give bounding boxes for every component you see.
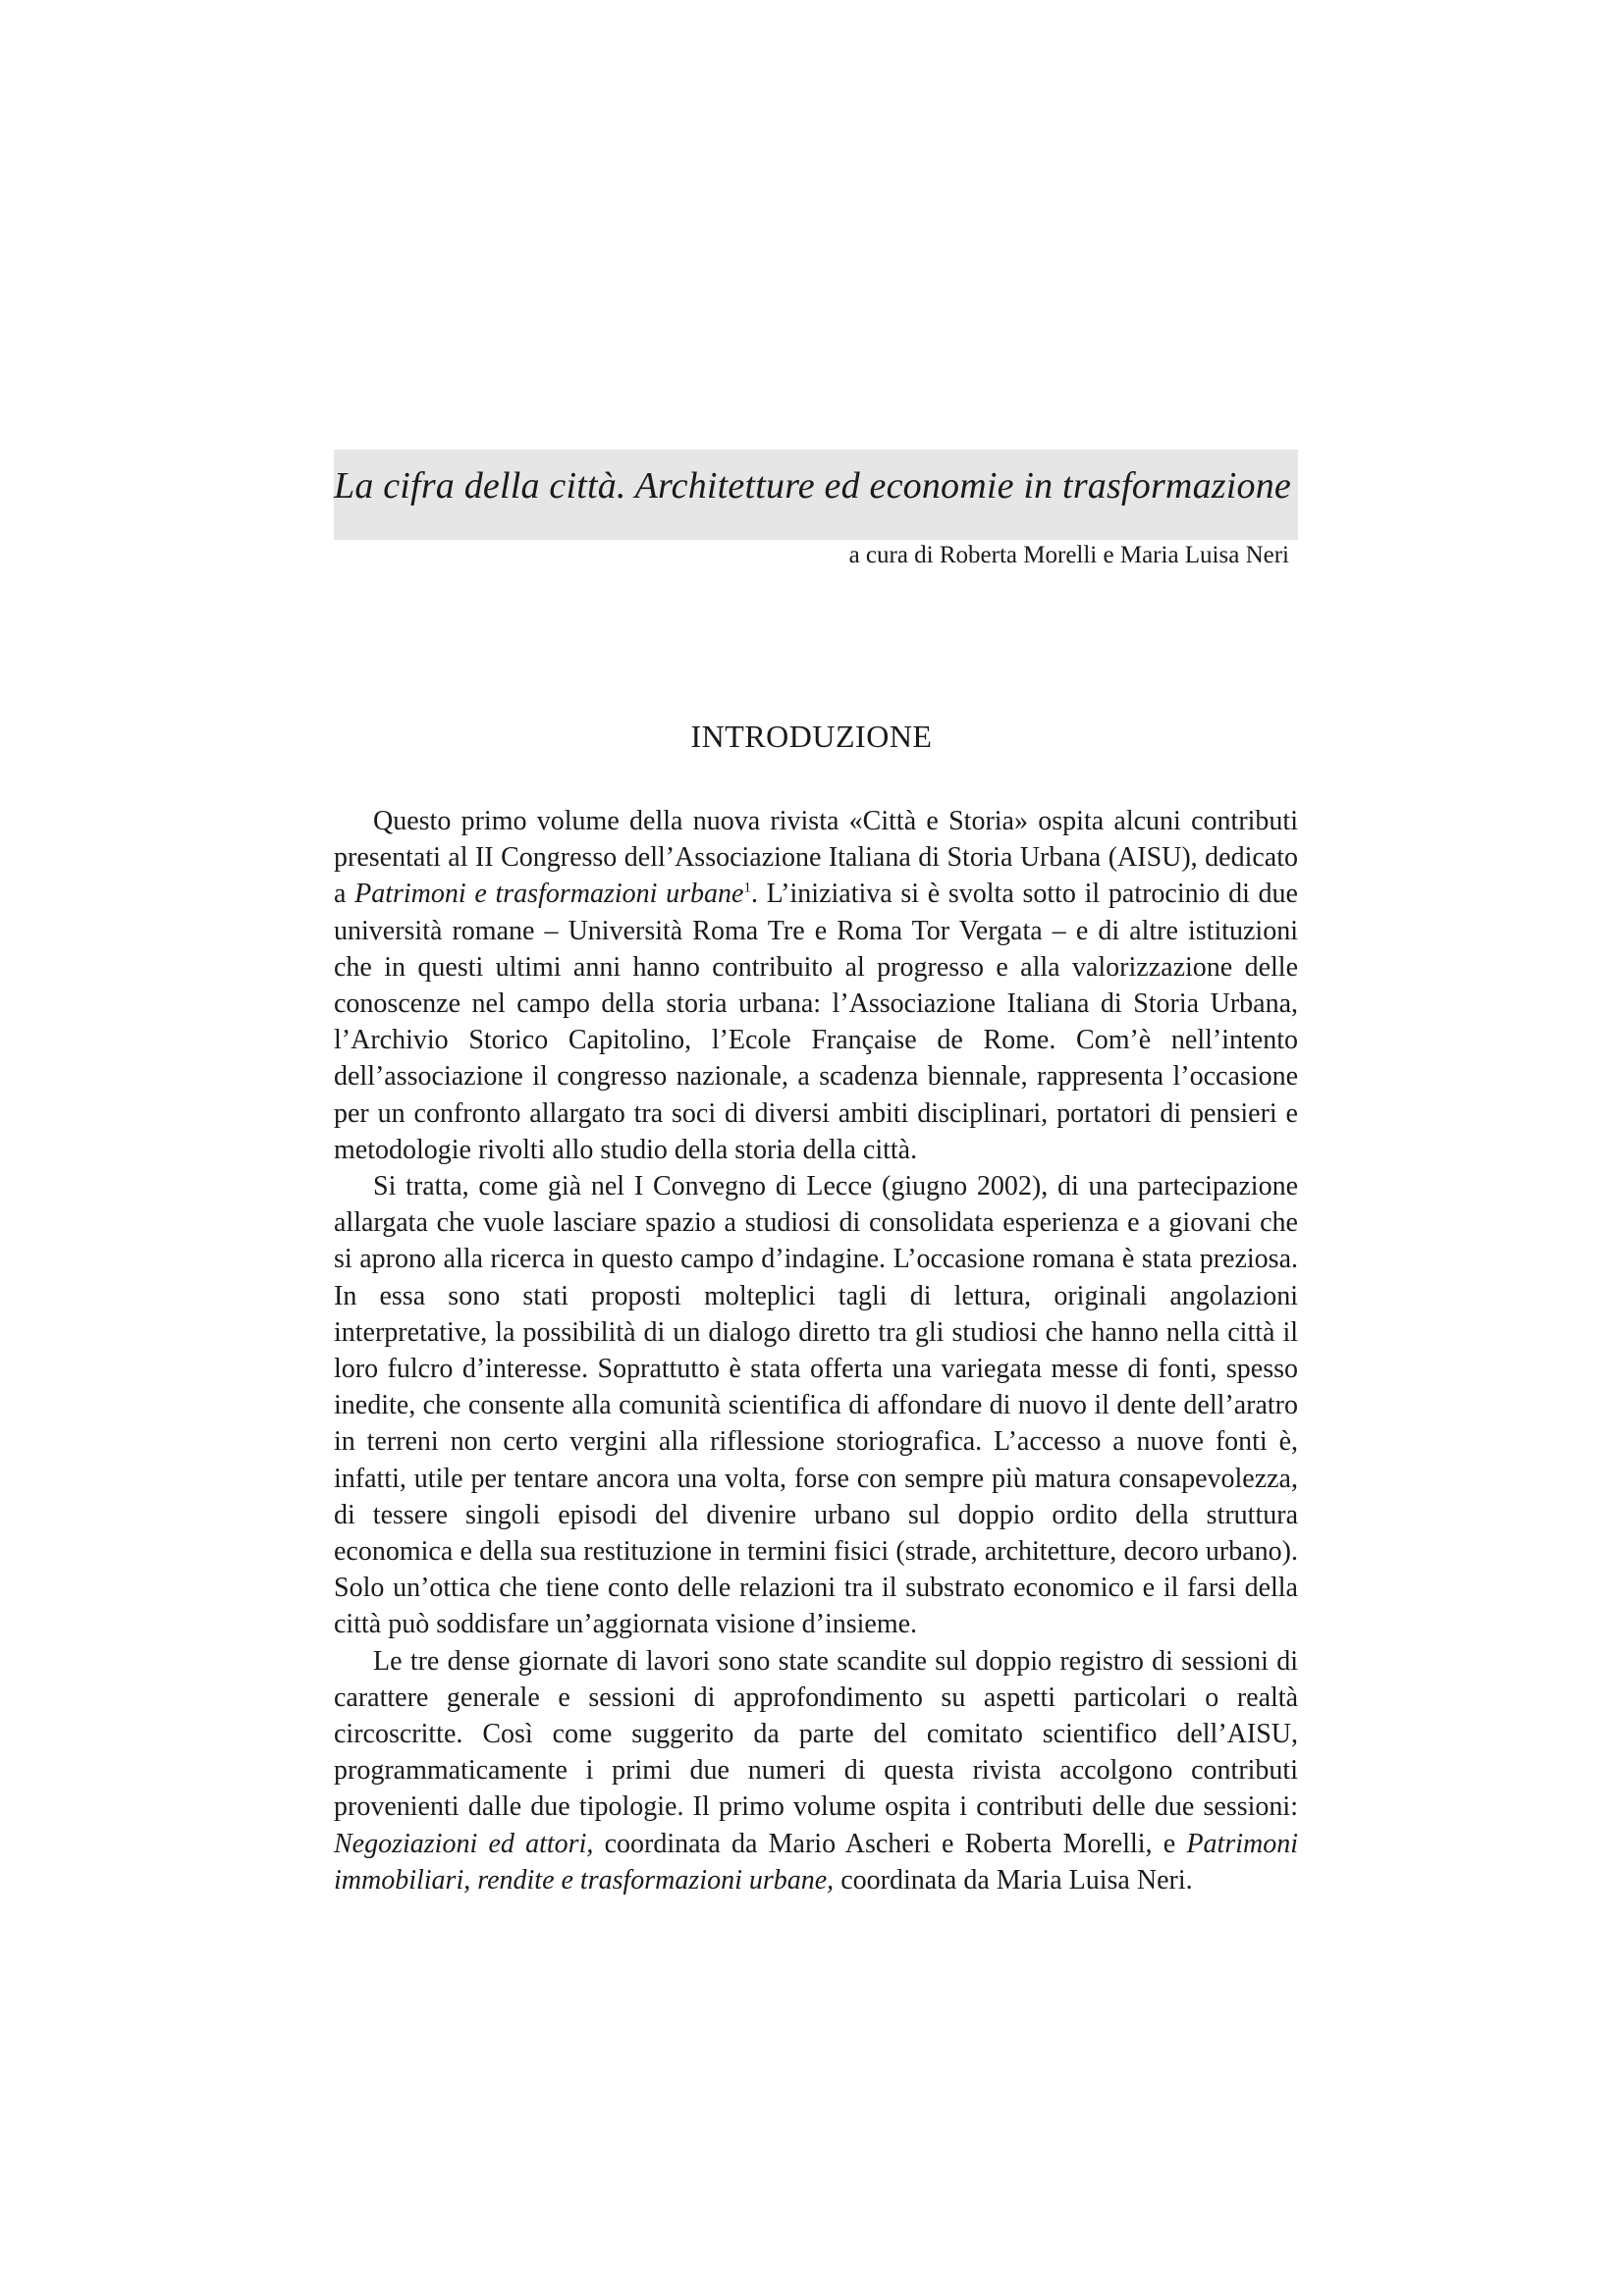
paragraph-3-text-a: Le tre dense giornate di lavori sono state scandite sul doppio registro di sessioni di carattere generale e sessioni di approfondimento su aspetti particolari o realtà circoscritte. Così come suggerito da parte del comitato scientifico dell’AISU, programmaticamente i primi due numeri di questa rivista accolgono contributi provenienti dalle due tipologie. Il primo volume ospita i contributi delle due sessioni: <box>334 1645 1298 1823</box>
body-text <box>334 803 1298 1898</box>
paragraph-2-text: Si tratta, come già nel I Convegno di Lecce (giugno 2002), di una partecipazione allargata che vuole lasciare spazio a studiosi di consolidata esperienza e a giovani che si aprono alla ricerca in questo campo d’indagine. L’occasione romana è stata preziosa. In essa sono stati proposti molteplici tagli di lettura, originali angolazioni interpretative, la possibilità di un dialogo diretto tra gli studiosi che hanno nella città il loro fulcro d’interesse. Soprattutto è stata offerta una variegata messe di fonti, spesso inedite, che consente alla comunità scientifica di affondare di nuovo il dente dell’aratro in terreni non certo vergini alla riflessione storiografica. L’accesso a nuove fonti è, infatti, utile per tentare ancora una volta, forse con sempre più matura consapevolezza, di tessere singoli episodi del divenire urbano sul doppio ordito della struttura economica e della sua restituzione in termini fisici (strade, architetture, decoro urbano). Solo un’ottica che tiene conto delle relazioni tra il substrato economico e il farsi della città può soddisfare un’aggiornata visione d’insieme. <box>334 1171 1298 1640</box>
paragraph-1-text-c: . L’iniziativa si è svolta sotto il patrocinio di due università romane – Università Roma Tre e Roma Tor Vergata – e di altre istituzioni che in questi ultimi anni hanno contribuito al progresso e alla valorizzazione delle conoscenze nel campo della storia urbana: l’Associazione Italiana di Storia Urbana, l’Archivio Storico Capitolino, l’Ecole Française de Rome. Com’è nell’intento dell’associazione il congresso nazionale, a scadenza biennale, rappresenta l’occasione per un confronto allargato tra soci di diversi ambiti disciplinari, portatori di pensieri e metodologie rivolti allo studio della storia della città. <box>334 879 1298 1165</box>
paragraph-3-text-e: coordinata da Maria Luisa Neri. <box>834 1864 1193 1896</box>
paragraph-3-text-c: coordinata da Mario Ascheri e Roberta Morelli, e <box>593 1828 1187 1859</box>
paragraph-2 <box>334 1168 1298 1643</box>
editors-line: a cura di Roberta Morelli e Maria Luisa Neri <box>848 542 1289 568</box>
footnote-marker: 1 <box>743 881 751 897</box>
paragraph-3-italic-session-2: Patrimoni immobiliari, rendite e trasformazioni urbane, <box>334 1828 1298 1896</box>
paragraph-1-italic-title: Patrimoni e trasformazioni urbane <box>354 879 744 910</box>
paragraph-1-text-a: Questo primo volume della nuova rivista «Città e Storia» ospita alcuni contributi presentati al II Congresso dell’Associazione Italiana di Storia Urbana (AISU), dedicato a <box>334 806 1298 910</box>
paragraph-1 <box>334 803 1298 1168</box>
paragraph-3-italic-session-1: Negoziazioni ed attori, <box>334 1828 594 1859</box>
volume-title: La cifra della città. Architetture ed economie in trasformazione <box>334 465 1291 507</box>
section-heading: INTRODUZIONE <box>690 719 933 754</box>
paragraph-3 <box>334 1643 1298 1898</box>
title-band <box>334 450 1298 540</box>
